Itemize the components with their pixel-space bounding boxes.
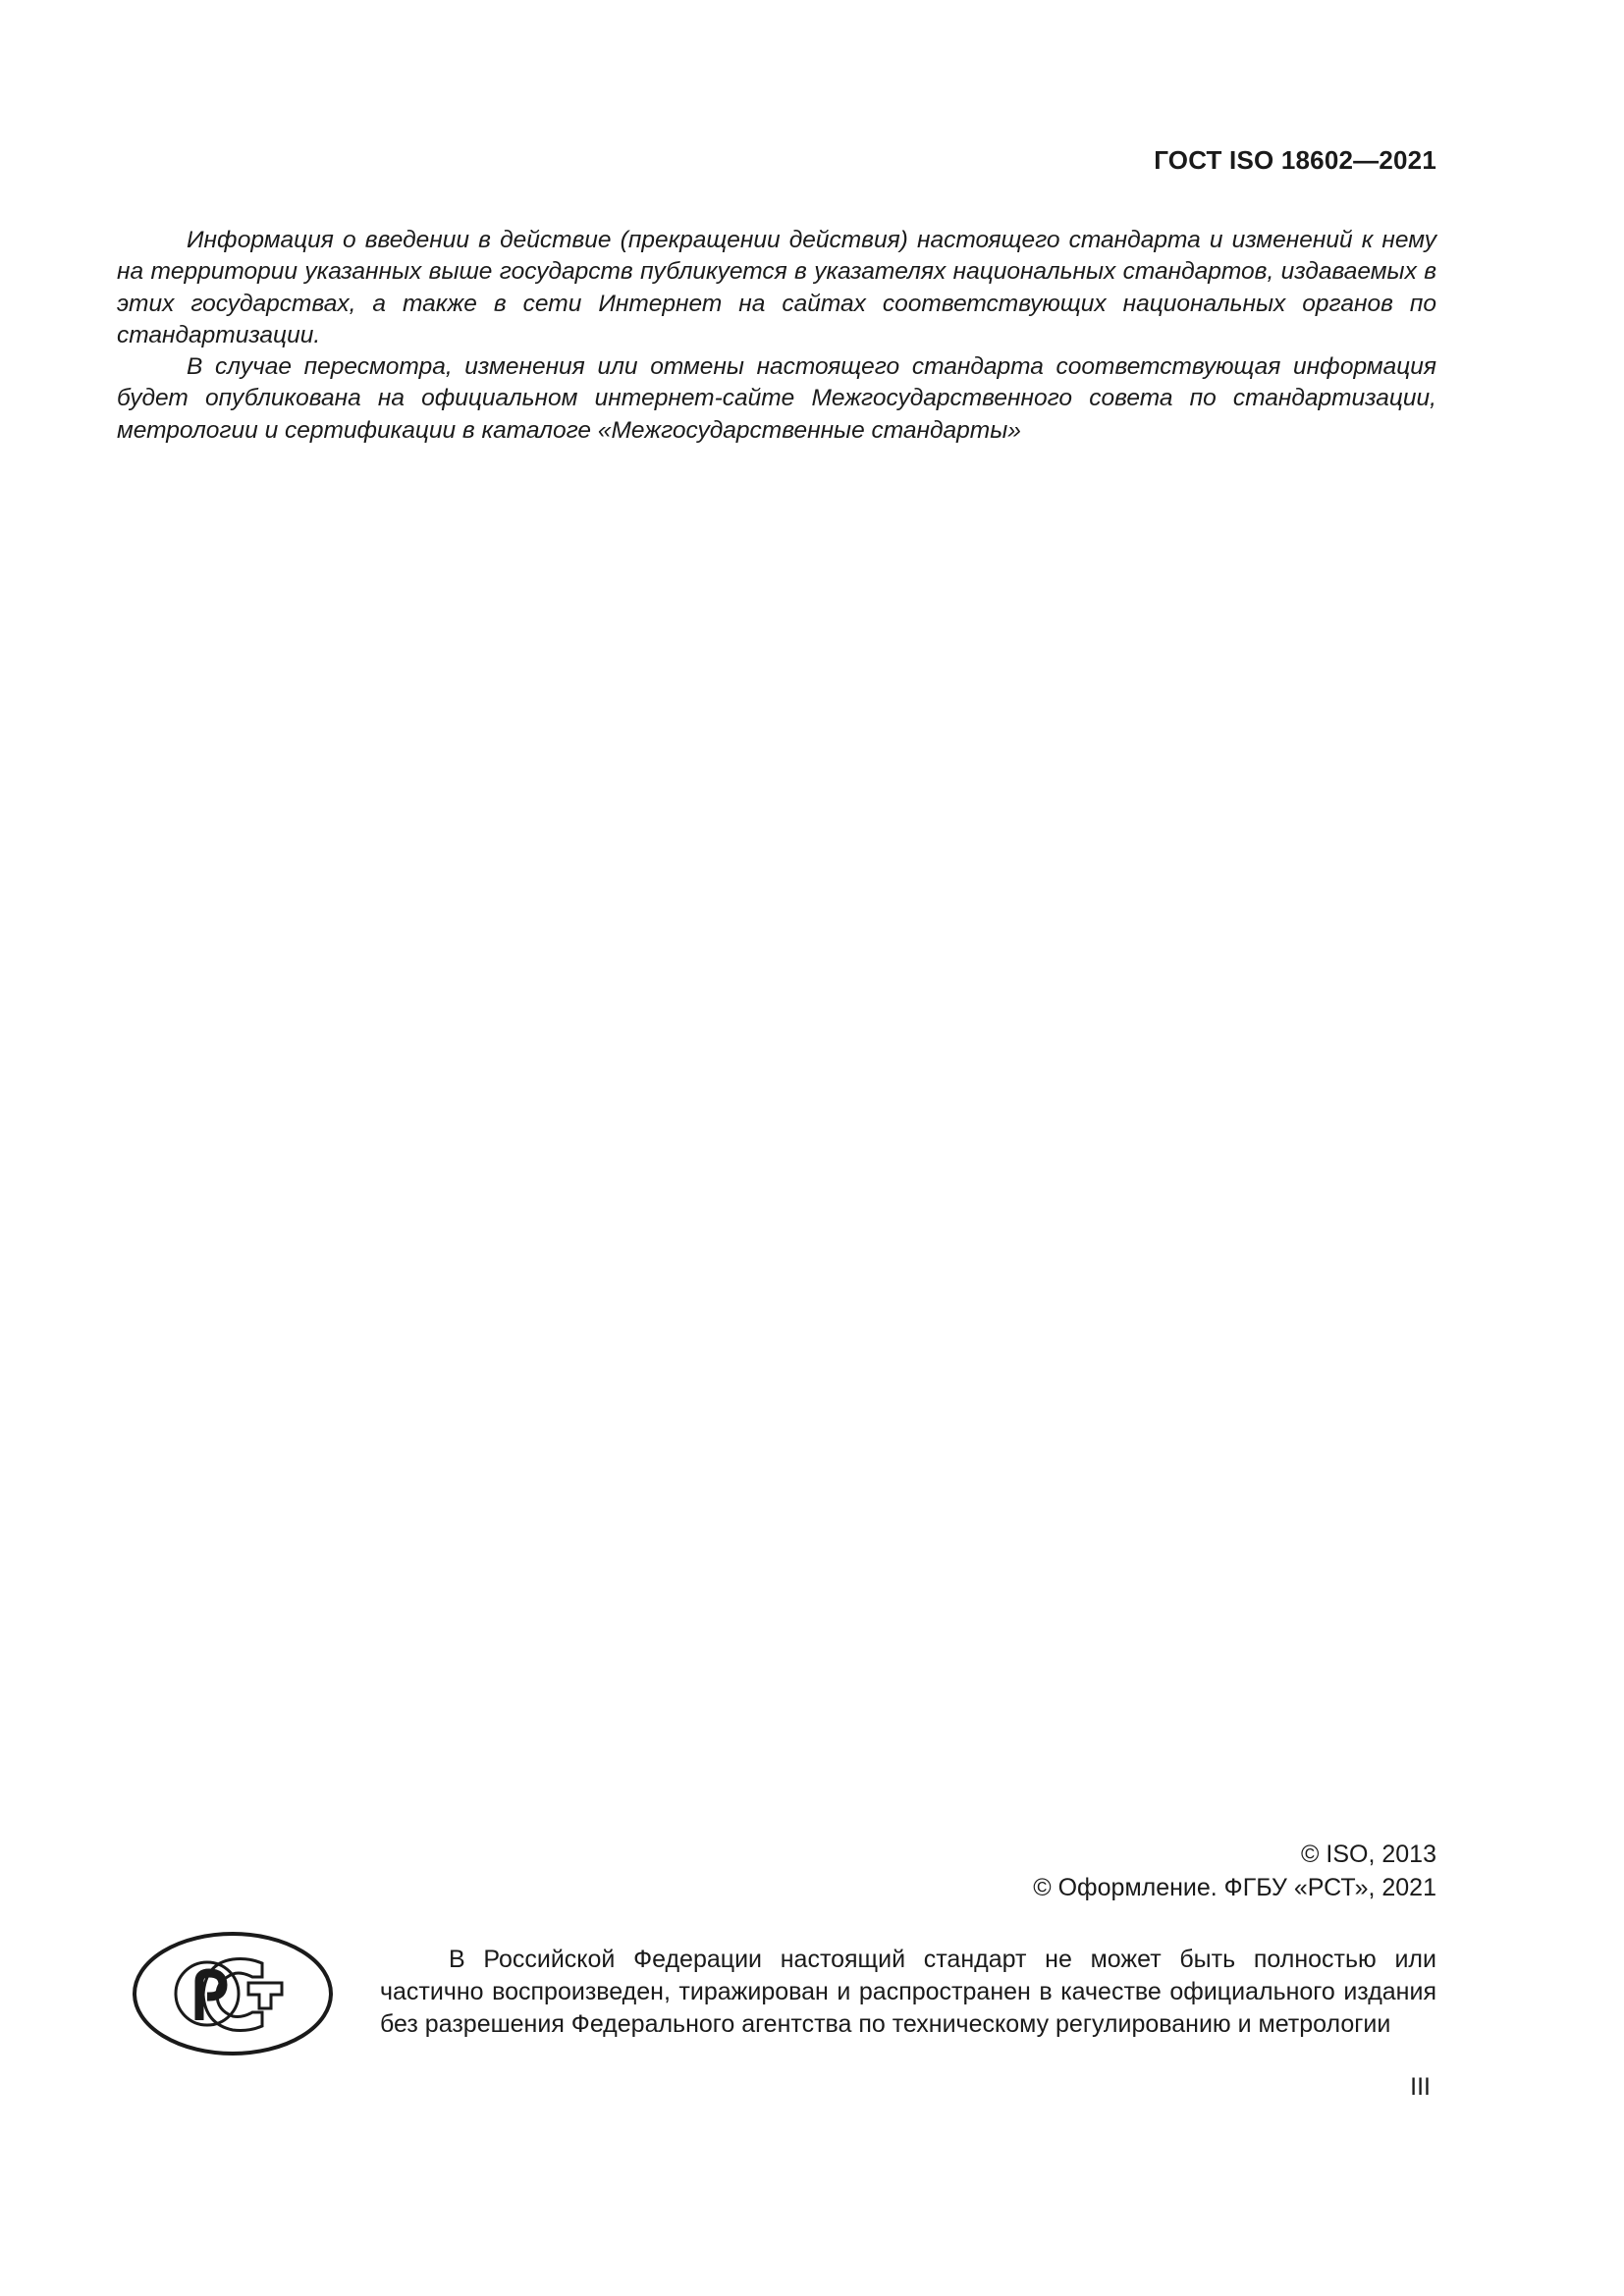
rights-notice-text: В Российской Федерации настоящий стандарт не может быть полностью или частично воспроизведен, тиражирован и распространен в качестве официального издания без разрешения Федерального агентства по техническому регулированию и метрологии xyxy=(380,1946,1436,2038)
intro-paragraph-2: В случае пересмотра, изменения или отмены настоящего стандарта соответствующая информация будет опубликована на официальном интернет-сайте Межгосударственного совета по стандартизации, метрологии и сертификации в каталоге «Межгосударственные стандарты» xyxy=(117,353,1436,444)
rights-notice xyxy=(380,1944,1436,2041)
document-code-header: ГОСТ ISO 18602—2021 xyxy=(1154,145,1436,175)
copyright-iso: © ISO, 2013 xyxy=(1301,1841,1436,1868)
intro-paragraph-1: Информация о введении в действие (прекращении действия) настоящего стандарта и изменений к нему на территории указанных выше государств публикуется в указателях национальных стандартов, издаваемых в этих государствах, а также в сети Интернет на сайтах соответствующих национальных органов по стандартизации. xyxy=(117,227,1436,348)
intro-section xyxy=(117,225,1436,447)
copyright-block xyxy=(1033,1838,1436,1904)
copyright-design: © Оформление. ФГБУ «РСТ», 2021 xyxy=(1033,1874,1436,1901)
page-number: III xyxy=(1410,2073,1431,2101)
rst-logo-icon xyxy=(131,1930,335,2057)
